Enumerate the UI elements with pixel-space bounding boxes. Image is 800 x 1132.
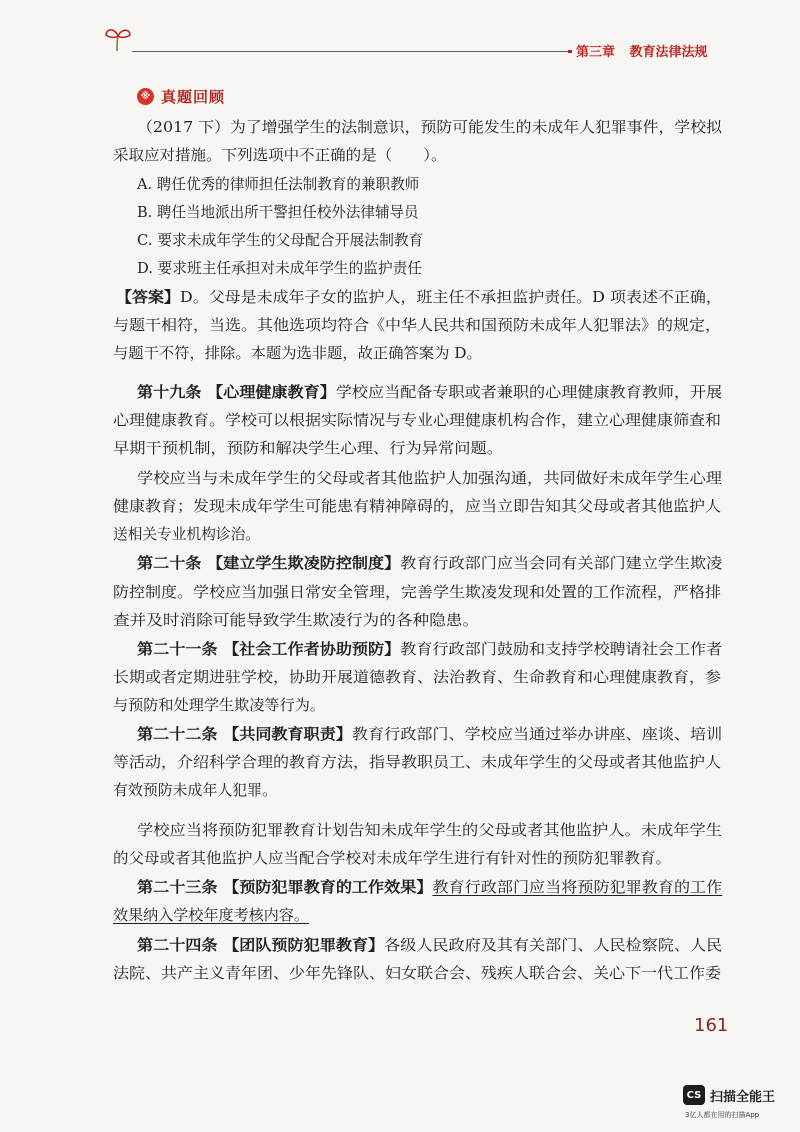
- header-rule: [132, 51, 568, 52]
- option-a: A. 聘任优秀的律师担任法制教育的兼职教师: [137, 175, 420, 193]
- scanner-watermark: [683, 1085, 793, 1125]
- option-c: C. 要求未成年学生的父母配合开展法制教育: [137, 231, 424, 249]
- article-20-line: 查并及时消除可能导致学生欺凌行为的各种隐患。: [113, 611, 480, 629]
- question-stem-line: 采取应对措施。下列选项中不正确的是（ ）。: [113, 146, 447, 164]
- article-21-line: 与预防和处理学生欺凌等行为。: [113, 696, 326, 714]
- article-23-text: 教育行政部门应当将预防犯罪教育的工作: [432, 878, 723, 896]
- article-22-line: 等活动，介绍科学合理的教育方法，指导教职员工、未成年学生的父母或者其他监护人: [113, 753, 722, 771]
- option-b: B. 聘任当地派出所干警担任校外法律辅导员: [137, 203, 419, 221]
- article-19-label: 第十九条 【心理健康教育】: [137, 383, 336, 401]
- article-22-paragraph-2-line: 学校应当将预防犯罪教育计划告知未成年学生的父母或者其他监护人。未成年学生: [137, 821, 723, 839]
- answer-text: D。父母是未成年子女的监护人，班主任不承担监护责任。D 项表述不正确，: [179, 288, 722, 306]
- article-22-text: 教育行政部门、学校应当通过举办讲座、座谈、培训: [351, 725, 723, 743]
- article-21-line: [137, 637, 722, 661]
- article-19-paragraph-2-line: 学校应当与未成年学生的父母或者其他监护人加强沟通，共同做好未成年学生心理: [137, 469, 723, 487]
- review-section-heading: [137, 85, 225, 107]
- article-21-line: 长期或者定期进驻学校，协助开展道德教育、法治教育、生命教育和心理健康教育，参: [113, 668, 722, 686]
- page-number: 161: [694, 1015, 729, 1036]
- article-21-label: 第二十一条 【社会工作者协助预防】: [137, 640, 401, 658]
- header-rule-accent: [568, 50, 572, 53]
- option-d: D. 要求班主任承担对未成年学生的监护责任: [137, 259, 423, 277]
- sprout-icon: [104, 26, 132, 52]
- review-badge-icon: ※: [137, 88, 154, 105]
- chapter-heading: [576, 41, 708, 60]
- article-24-label: 第二十四条 【团队预防犯罪教育】: [137, 936, 385, 954]
- article-21-text: 教育行政部门鼓励和支持学校聘请社会工作者: [400, 640, 723, 658]
- article-19-paragraph-2-line: 送相关专业机构诊治。: [113, 525, 261, 543]
- article-20-text: 教育行政部门应当会同有关部门建立学生欺凌: [400, 554, 723, 572]
- answer-line: [116, 285, 722, 309]
- answer-line: 与题干不符，排除。本题为选非题，故正确答案为 D。: [113, 344, 482, 362]
- scanner-app-name: 扫描全能王: [710, 1090, 776, 1105]
- article-22-paragraph-2-line: 的父母或者其他监护人应当配合学校对未成年学生进行有针对性的预防犯罪教育。: [113, 849, 672, 867]
- article-20-line: 防控制度。学校应当加强日常安全管理，完善学生欺凌发现和处置的工作流程，严格排: [113, 583, 722, 601]
- answer-label: 【答案】: [116, 288, 180, 306]
- article-22-label: 第二十二条 【共同教育职责】: [137, 725, 352, 743]
- page-header: [0, 0, 800, 70]
- scanner-tagline: 3亿人都在用的扫描App: [685, 1111, 760, 1119]
- article-19-line: [137, 380, 722, 404]
- article-23-line: [137, 875, 722, 899]
- article-22-line: [137, 722, 722, 746]
- article-23-label: 第二十三条 【预防犯罪教育的工作效果】: [137, 878, 433, 896]
- article-20-line: [137, 551, 722, 575]
- question-stem-line: （2017 下）为了增强学生的法制意识，预防可能发生的未成年人犯罪事件，学校拟: [137, 118, 722, 136]
- answer-line: 与题干相符，当选。其他选项均符合《中华人民共和国预防未成年人犯罪法》的规定，: [113, 316, 722, 334]
- article-19-text: 学校应当配备专职或者兼职的心理健康教育教师，开展: [335, 383, 723, 401]
- scanner-logo-icon: CS: [683, 1085, 705, 1105]
- chapter-title: 教育法律法规: [629, 45, 708, 60]
- chapter-number: 第三章: [576, 45, 616, 60]
- article-20-label: 第二十条 【建立学生欺凌防控制度】: [137, 554, 401, 572]
- article-19-line: 心理健康教育。学校可以根据实际情况与专业心理健康机构合作，建立心理健康筛查和: [113, 411, 722, 429]
- article-24-text: 各级人民政府及其有关部门、人民检察院、人民: [384, 936, 723, 954]
- article-24-line: [137, 933, 722, 957]
- article-23-line: 效果纳入学校年度考核内容。: [113, 906, 310, 924]
- article-19-paragraph-2-line: 健康教育；发现未成年学生可能患有精神障碍的，应当立即告知其父母或者其他监护人: [113, 497, 722, 515]
- article-19-line: 早期干预机制，预防和解决学生心理、行为异常问题。: [113, 439, 504, 457]
- review-title: 真题回顾: [161, 87, 226, 106]
- article-22-line: 有效预防未成年人犯罪。: [113, 781, 278, 799]
- article-24-line: 法院、共产主义青年团、少年先锋队、妇女联合会、残疾人联合会、关心下一代工作委: [113, 964, 722, 982]
